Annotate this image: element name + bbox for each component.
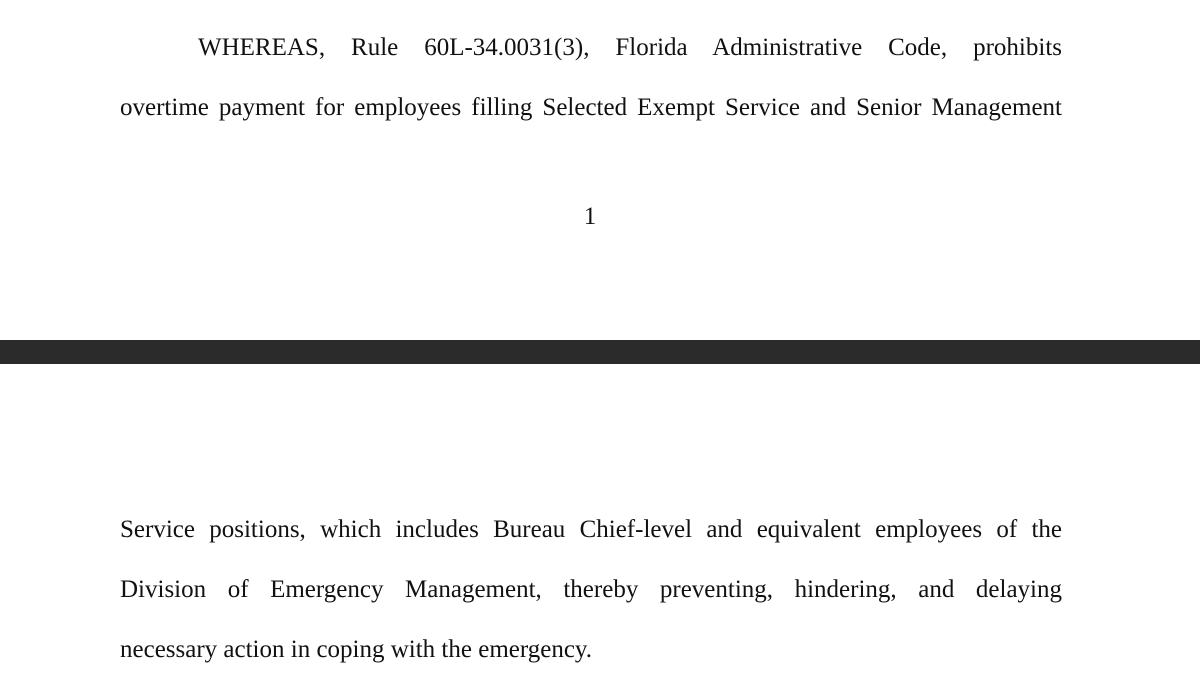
paragraph-line-5: necessary action in coping with the emergency. xyxy=(120,636,593,663)
page-2 xyxy=(0,364,1200,688)
paragraph-line-3: Service positions, which includes Bureau Chief-level and equivalent employees of the xyxy=(120,516,1062,543)
page-number: 1 xyxy=(583,203,597,230)
paragraph-line-4: Division of Emergency Management, thereby preventing, hindering, and delaying xyxy=(120,576,1062,603)
page-1 xyxy=(0,0,1200,340)
page-separator xyxy=(0,340,1200,364)
paragraph-line-2: overtime payment for employees filling Selected Exempt Service and Senior Management xyxy=(120,94,1062,121)
paragraph-line-1: WHEREAS, Rule 60L-34.0031(3), Florida Administrative Code, prohibits xyxy=(198,34,1062,61)
